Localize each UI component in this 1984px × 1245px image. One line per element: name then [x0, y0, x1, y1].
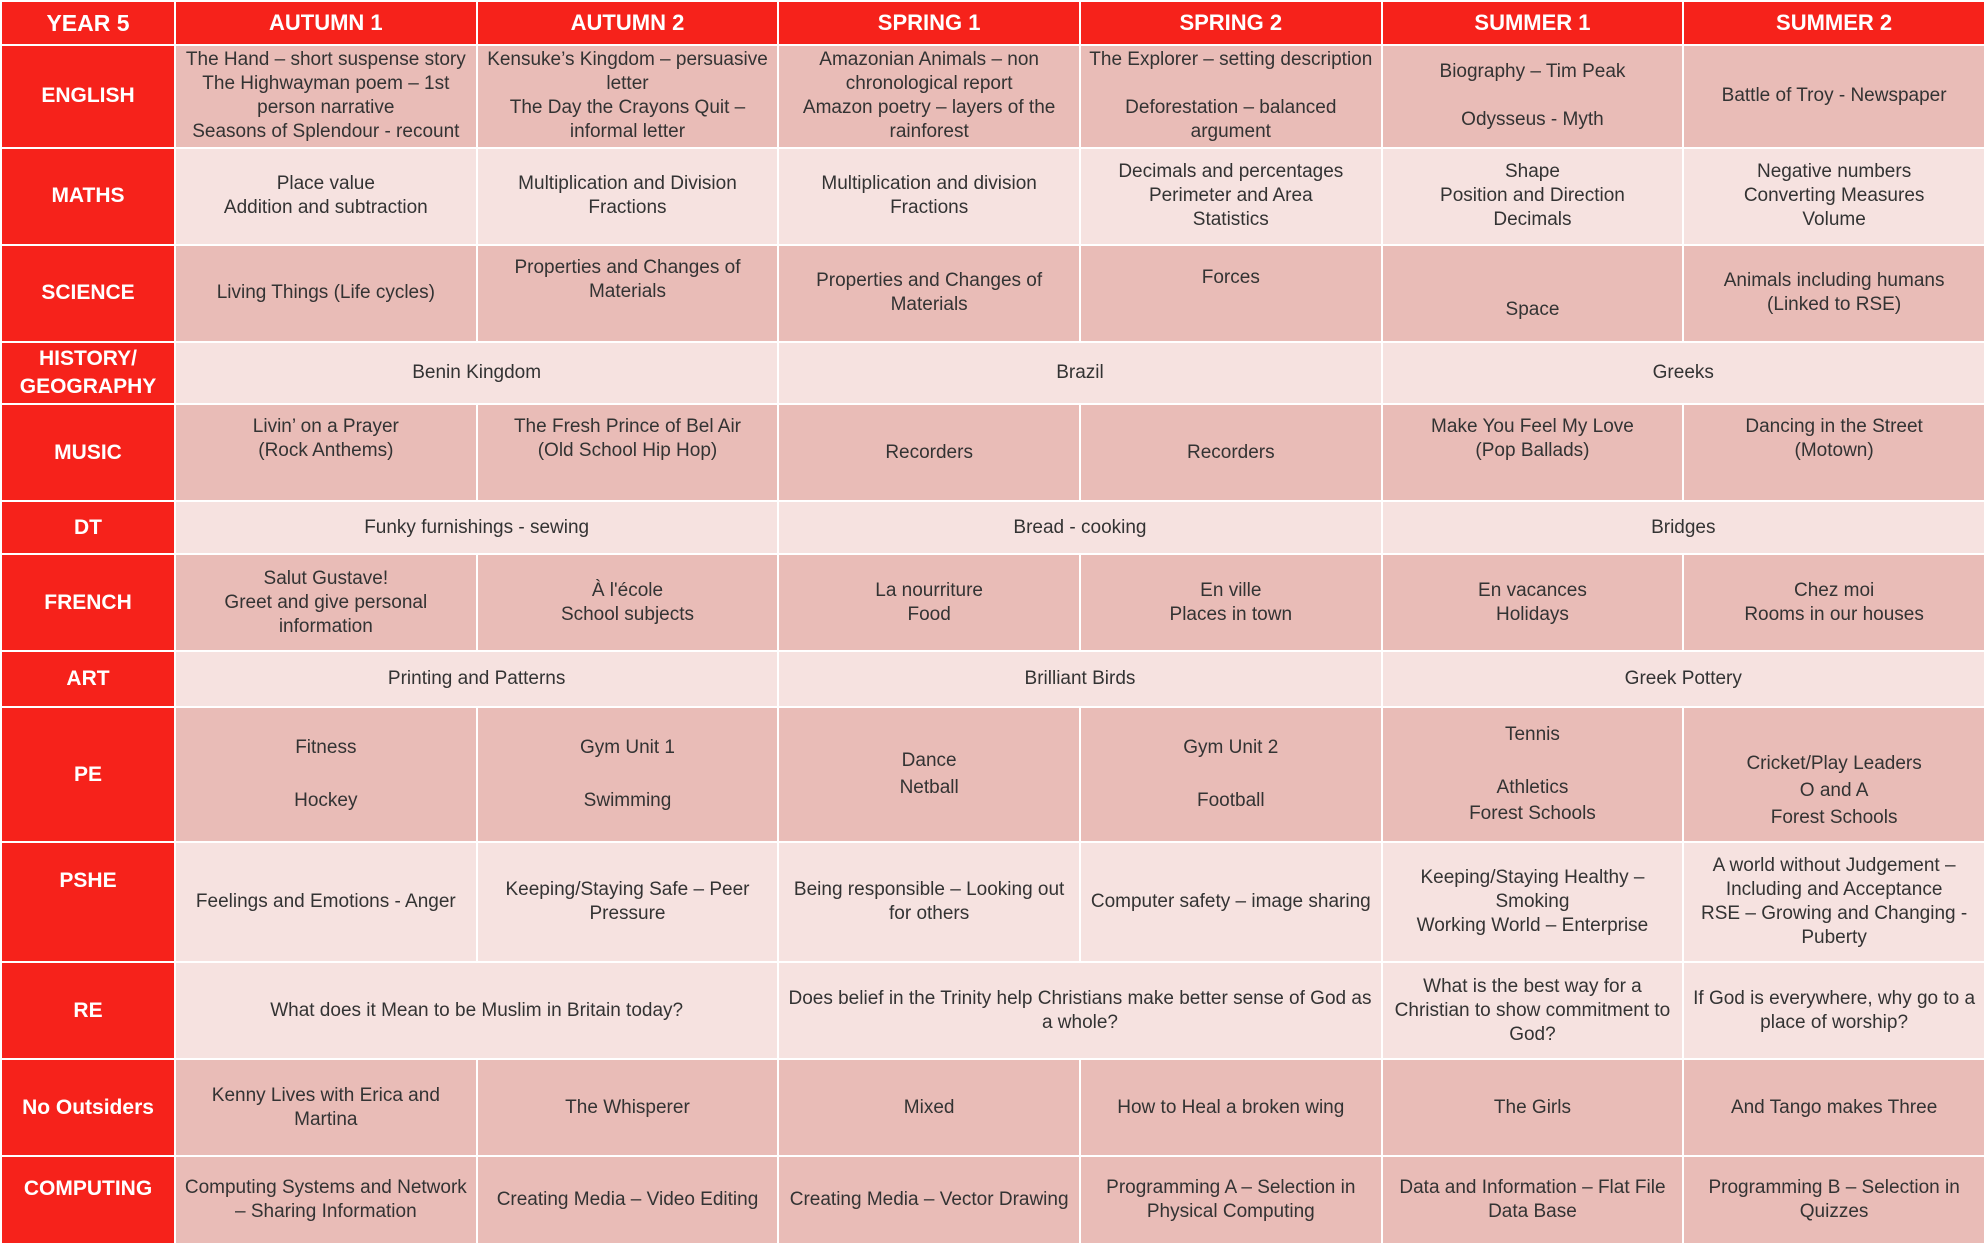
maths-spring-2-cell: Decimals and percentages Perimeter and Area Statistics [1080, 148, 1382, 245]
pshe-spring-1-cell: Being responsible – Looking out for others [778, 842, 1080, 962]
no-outsiders-autumn-2-cell: The Whisperer [477, 1059, 779, 1156]
row-re [1, 962, 1984, 1059]
computing-spring-2-cell: Programming A – Selection in Physical Computing [1080, 1156, 1382, 1244]
computing-autumn-2-cell: Creating Media – Video Editing [477, 1156, 779, 1244]
maths-spring-1-cell: Multiplication and division Fractions [778, 148, 1080, 245]
subject-label-english: ENGLISH [1, 45, 175, 148]
french-autumn-2-cell: À l'école School subjects [477, 554, 779, 651]
pshe-autumn-2-cell: Keeping/Staying Safe – Peer Pressure [477, 842, 779, 962]
pshe-spring-2-cell: Computer safety – image sharing [1080, 842, 1382, 962]
pshe-autumn-1-cell: Feelings and Emotions - Anger [175, 842, 477, 962]
music-summer-2-cell: Dancing in the Street (Motown) [1683, 404, 1984, 501]
maths-summer-2-cell: Negative numbers Converting Measures Volume [1683, 148, 1984, 245]
subject-label-art: ART [1, 651, 175, 707]
english-spring-1-cell: Amazonian Animals – non chronological report Amazon poetry – layers of the rainforest [778, 45, 1080, 148]
no-outsiders-summer-1-cell: The Girls [1382, 1059, 1684, 1156]
no-outsiders-spring-1-cell: Mixed [778, 1059, 1080, 1156]
subject-label-dt: DT [1, 501, 175, 554]
row-dt [1, 501, 1984, 554]
row-art [1, 651, 1984, 707]
subject-label-re: RE [1, 962, 175, 1059]
computing-spring-1-cell: Creating Media – Vector Drawing [778, 1156, 1080, 1244]
french-spring-1-cell: La nourriture Food [778, 554, 1080, 651]
art-spring-cell: Brilliant Birds [778, 651, 1381, 707]
subject-label-french: FRENCH [1, 554, 175, 651]
pshe-summer-1-cell: Keeping/Staying Healthy – Smoking Working World – Enterprise [1382, 842, 1684, 962]
dt-spring-cell: Bread - cooking [778, 501, 1381, 554]
row-science [1, 245, 1984, 342]
re-summer-1-cell: What is the best way for a Christian to show commitment to God? [1382, 962, 1684, 1059]
subject-label-history-geography: HISTORY/ GEOGRAPHY [1, 342, 175, 405]
no-outsiders-autumn-1-cell: Kenny Lives with Erica and Martina [175, 1059, 477, 1156]
pe-spring-1-cell: Dance Netball [778, 707, 1080, 842]
row-history-geography [1, 342, 1984, 405]
maths-summer-1-cell: Shape Position and Direction Decimals [1382, 148, 1684, 245]
term-header-autumn-2: AUTUMN 2 [477, 1, 779, 45]
art-summer-cell: Greek Pottery [1382, 651, 1984, 707]
french-summer-1-cell: En vacances Holidays [1382, 554, 1684, 651]
english-autumn-2-cell: Kensuke’s Kingdom – persuasive letter The Day the Crayons Quit – informal letter [477, 45, 779, 148]
english-summer-1-cell: Biography – Tim Peak Odysseus - Myth [1382, 45, 1684, 148]
row-pshe [1, 842, 1984, 962]
header-row [1, 1, 1984, 45]
subject-label-music: MUSIC [1, 404, 175, 501]
history-geography-summer-cell: Greeks [1382, 342, 1984, 405]
art-autumn-cell: Printing and Patterns [175, 651, 778, 707]
term-header-autumn-1: AUTUMN 1 [175, 1, 477, 45]
english-spring-2-cell: The Explorer – setting description Deforestation – balanced argument [1080, 45, 1382, 148]
re-spring-cell: Does belief in the Trinity help Christians make better sense of God as a whole? [778, 962, 1381, 1059]
english-autumn-1-cell: The Hand – short suspense story The Highwayman poem – 1st person narrative Seasons of Splendour - recount [175, 45, 477, 148]
pshe-summer-2-cell: A world without Judgement – Including and Acceptance RSE – Growing and Changing - Puberty [1683, 842, 1984, 962]
row-pe [1, 707, 1984, 842]
row-maths [1, 148, 1984, 245]
subject-label-no-outsiders: No Outsiders [1, 1059, 175, 1156]
term-header-summer-2: SUMMER 2 [1683, 1, 1984, 45]
computing-summer-1-cell: Data and Information – Flat File Data Base [1382, 1156, 1684, 1244]
music-spring-1-cell: Recorders [778, 404, 1080, 501]
year-heading: YEAR 5 [1, 1, 175, 45]
subject-label-pshe: PSHE [1, 842, 175, 962]
pe-summer-2-cell: Cricket/Play Leaders O and A Forest Schools [1683, 707, 1984, 842]
science-autumn-1-cell: Living Things (Life cycles) [175, 245, 477, 342]
computing-autumn-1-cell: Computing Systems and Network – Sharing Information [175, 1156, 477, 1244]
re-autumn-cell: What does it Mean to be Muslim in Britain today? [175, 962, 778, 1059]
subject-label-computing: COMPUTING [1, 1156, 175, 1244]
science-spring-1-cell: Properties and Changes of Materials [778, 245, 1080, 342]
no-outsiders-spring-2-cell: How to Heal a broken wing [1080, 1059, 1382, 1156]
row-french [1, 554, 1984, 651]
maths-autumn-1-cell: Place value Addition and subtraction [175, 148, 477, 245]
music-autumn-1-cell: Livin’ on a Prayer (Rock Anthems) [175, 404, 477, 501]
history-geography-autumn-cell: Benin Kingdom [175, 342, 778, 405]
computing-summer-2-cell: Programming B – Selection in Quizzes [1683, 1156, 1984, 1244]
pe-summer-1-cell: Tennis Athletics Forest Schools [1382, 707, 1684, 842]
pe-autumn-2-cell: Gym Unit 1 Swimming [477, 707, 779, 842]
music-spring-2-cell: Recorders [1080, 404, 1382, 501]
term-header-summer-1: SUMMER 1 [1382, 1, 1684, 45]
dt-summer-cell: Bridges [1382, 501, 1984, 554]
english-summer-2-cell: Battle of Troy - Newspaper [1683, 45, 1984, 148]
pe-spring-2-cell: Gym Unit 2 Football [1080, 707, 1382, 842]
science-summer-1-cell: Space [1382, 245, 1684, 342]
subject-label-science: SCIENCE [1, 245, 175, 342]
music-summer-1-cell: Make You Feel My Love (Pop Ballads) [1382, 404, 1684, 501]
subject-label-maths: MATHS [1, 148, 175, 245]
pe-autumn-1-cell: Fitness Hockey [175, 707, 477, 842]
science-autumn-2-cell: Properties and Changes of Materials [477, 245, 779, 342]
french-autumn-1-cell: Salut Gustave! Greet and give personal information [175, 554, 477, 651]
french-summer-2-cell: Chez moi Rooms in our houses [1683, 554, 1984, 651]
term-header-spring-2: SPRING 2 [1080, 1, 1382, 45]
row-english [1, 45, 1984, 148]
dt-autumn-cell: Funky furnishings - sewing [175, 501, 778, 554]
french-spring-2-cell: En ville Places in town [1080, 554, 1382, 651]
no-outsiders-summer-2-cell: And Tango makes Three [1683, 1059, 1984, 1156]
term-header-spring-1: SPRING 1 [778, 1, 1080, 45]
row-music [1, 404, 1984, 501]
maths-autumn-2-cell: Multiplication and Division Fractions [477, 148, 779, 245]
history-geography-spring-cell: Brazil [778, 342, 1381, 405]
science-spring-2-cell: Forces [1080, 245, 1382, 342]
row-computing [1, 1156, 1984, 1244]
row-no-outsiders [1, 1059, 1984, 1156]
music-autumn-2-cell: The Fresh Prince of Bel Air (Old School Hip Hop) [477, 404, 779, 501]
re-summer-2-cell: If God is everywhere, why go to a place of worship? [1683, 962, 1984, 1059]
subject-label-pe: PE [1, 707, 175, 842]
science-summer-2-cell: Animals including humans (Linked to RSE) [1683, 245, 1984, 342]
